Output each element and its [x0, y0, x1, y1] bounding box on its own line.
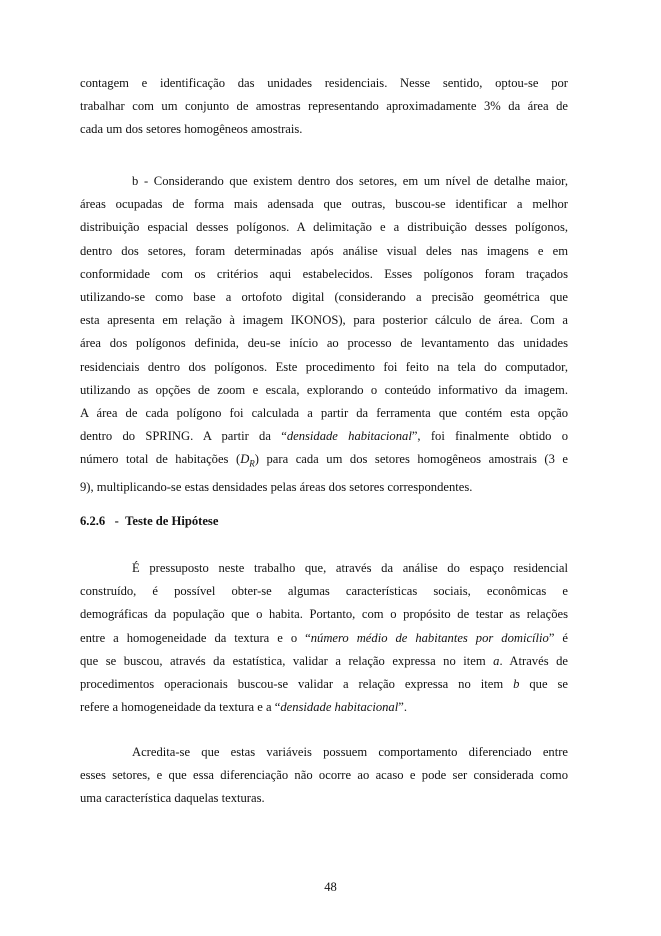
text-run: número total de habitações ( — [80, 452, 241, 467]
text-line: cada um dos setores homogêneos amostrais. — [80, 122, 303, 137]
text-run: ) para cada um dos setores homogêneos amostrais (3 e — [254, 452, 568, 467]
italic-term: densidade habitacional — [280, 700, 399, 715]
text-line: utilizando as opções de zoom e escala, explorando o conteúdo informativo da imagem. — [80, 382, 568, 397]
text-line: contagem e identificação das unidades residenciais. Nesse sentido, optou-se por — [80, 76, 568, 90]
text-line: dentro dos setores, foram determinadas após análise visual deles nas imagens e em — [80, 243, 568, 258]
variable-subscript: R — [249, 458, 255, 469]
item-reference-a: a — [493, 653, 500, 668]
text-line: trabalhar com um conjunto de amostras representando aproximadamente 3% da área de — [80, 99, 568, 114]
text-line: área dos polígonos definida, deu-se início ao processo de levantamento das unidades — [80, 336, 568, 351]
text-run: que se buscou, através da estatística, validar a relação expressa no item — [80, 653, 494, 668]
text-line — [80, 448, 568, 476]
variable-d: D — [240, 452, 250, 467]
text-line: áreas ocupadas de forma mais adensada que outras, buscou-se identificar a melhor — [80, 197, 568, 212]
text-line: esses setores, e que essa diferenciação não ocorre ao acaso e pode ser considerada como — [80, 768, 568, 783]
italic-term: densidade habitacional — [286, 429, 412, 444]
text-line: demográficas da população que o habita. Portanto, com o propósito de testar as relações — [80, 607, 568, 622]
italic-term: número médio de habitantes por domicílio — [310, 630, 549, 645]
text-line: construído, é possível obter-se algumas características sociais, econômicas e — [80, 584, 568, 599]
section-number: 6.2.6 — [80, 514, 106, 528]
paragraph-item-b — [80, 170, 568, 499]
text-line: distribuição espacial desses polígonos. A delimitação e a distribuição desses polígonos, — [80, 220, 568, 235]
text-run: ” é — [548, 630, 569, 645]
text-line: A área de cada polígono foi calculada a partir da ferramenta que contém esta opção — [80, 406, 568, 421]
text-line: É pressuposto neste trabalho que, através da análise do espaço residencial — [132, 561, 568, 575]
text-line — [80, 627, 568, 650]
text-line: uma característica daquelas texturas. — [80, 791, 265, 806]
text-line — [80, 425, 568, 448]
section-heading — [80, 514, 218, 529]
page-number: 48 — [324, 880, 337, 894]
text-line: conformidade com os critérios aqui estabelecidos. Esses polígonos foram traçados — [80, 266, 568, 281]
paragraph-variables — [80, 741, 568, 811]
text-line — [80, 673, 568, 696]
text-line: Acredita-se que estas variáveis possuem comportamento diferenciado entre — [132, 745, 568, 759]
paragraph-hypothesis — [80, 557, 568, 719]
text-run: procedimentos operacionais buscou-se validar a relação expressa no item — [80, 677, 514, 692]
text-run: entre a homogeneidade da textura e o “ — [80, 630, 311, 645]
text-line: residenciais dentro dos polígonos. Este procedimento foi feito na tela do computador, — [80, 359, 568, 374]
text-line — [80, 696, 568, 719]
text-run: refere a homogeneidade da textura e a “ — [80, 700, 281, 715]
text-line: esta apresenta em relação à imagem IKONOS), para posterior cálculo de área. Com a — [80, 313, 568, 328]
text-line — [80, 650, 568, 673]
text-line: b - Considerando que existem dentro dos setores, em um nível de detalhe maior, — [132, 174, 568, 188]
text-run: dentro do SPRING. A partir da “ — [80, 429, 287, 444]
section-title: Teste de Hipótese — [125, 514, 219, 528]
paragraph-continuation — [80, 72, 568, 142]
text-line: 9), multiplicando-se estas densidades pelas áreas dos setores correspondentes. — [80, 480, 473, 495]
text-run: que se — [519, 677, 568, 692]
section-dash: - — [114, 514, 119, 528]
text-run: . Através de — [499, 653, 568, 668]
text-run: ”. — [398, 700, 407, 715]
text-line: utilizando-se como base a ortofoto digital (considerando a precisão geométrica que — [80, 290, 568, 305]
text-run: ”, foi finalmente obtido o — [411, 429, 568, 444]
item-reference-b: b — [513, 677, 520, 692]
